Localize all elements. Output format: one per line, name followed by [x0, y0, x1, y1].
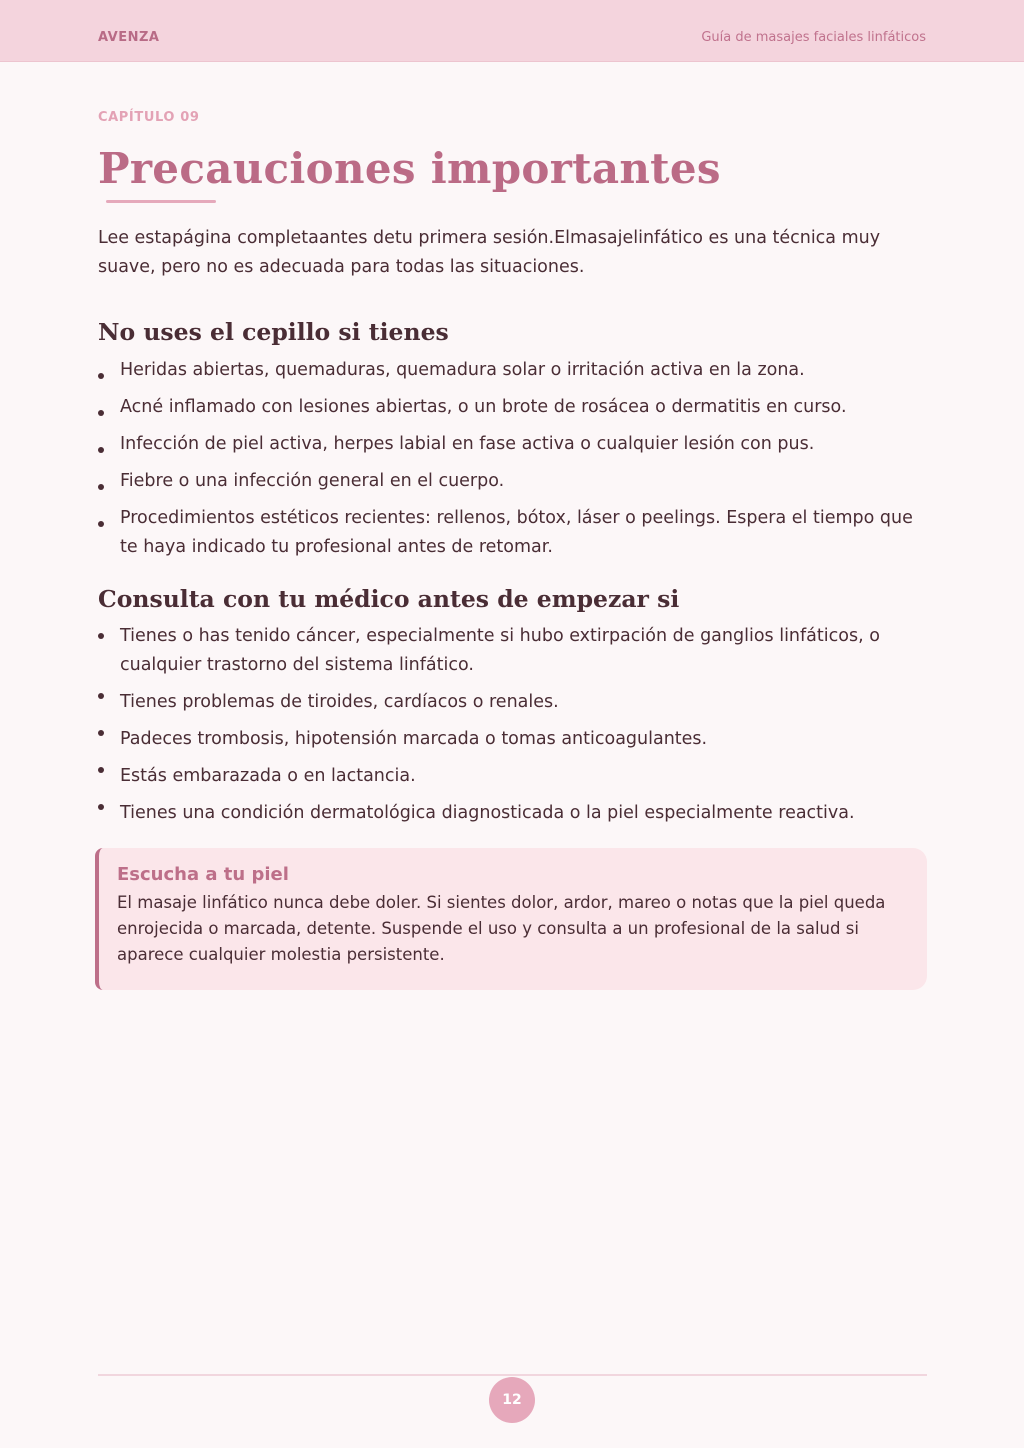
chapter-label: CAPÍTULO 09: [98, 110, 200, 125]
bullet-icon: [98, 484, 104, 490]
list-item: Estás embarazada o en lactancia.: [98, 762, 918, 791]
footer-divider: [98, 1374, 927, 1376]
bullet-icon: [98, 447, 104, 453]
bullet-icon: [98, 804, 104, 810]
list-item: Padeces trombosis, hipotensión marcada o tomas anticoagulantes.: [98, 725, 918, 754]
section-title-avoid: No uses el cepillo si tienes: [98, 318, 449, 346]
intro-paragraph: Lee estapágina completaantes detu primera sesión.Elmasajelinfático es una técnica muy suave, pero no es adecuada para todas las situaciones.: [98, 228, 881, 277]
list-item: Tienes o has tenido cáncer, especialmente si hubo extirpación de ganglios linfáticos, o cualquier trastorno del sistema linfático.: [98, 622, 918, 680]
bullet-icon: [98, 521, 104, 527]
page-number-badge: 12: [489, 1377, 535, 1423]
avoid-list: [98, 356, 918, 562]
bullet-icon: [98, 767, 104, 773]
bullet-icon: [98, 693, 104, 699]
title-underline: [106, 200, 216, 203]
list-item: Acné inflamado con lesiones abiertas, o un brote de rosácea o dermatitis en curso.: [98, 393, 918, 422]
guide-title: Guía de masajes faciales linfáticos: [701, 30, 926, 45]
warning-callout: [95, 848, 927, 990]
list-item: Tienes problemas de tiroides, cardíacos o renales.: [98, 688, 918, 717]
page-header: [0, 0, 1024, 62]
bullet-icon: [98, 730, 104, 736]
list-item: Tienes una condición dermatológica diagnosticada o la piel especialmente reactiva.: [98, 799, 918, 828]
consult-list: [98, 622, 918, 828]
list-item: Infección de piel activa, herpes labial en fase activa o cualquier lesión con pus.: [98, 430, 918, 459]
page-title: Precauciones importantes: [98, 144, 721, 193]
brand-name: AVENZA: [98, 30, 160, 45]
section-title-consult: Consulta con tu médico antes de empezar si: [98, 585, 680, 613]
list-item: Procedimientos estéticos recientes: rellenos, bótox, láser o peelings. Espera el tiempo que te haya indicado tu profesional antes de retomar.: [98, 504, 918, 562]
bullet-icon: [98, 410, 104, 416]
list-item: Fiebre o una infección general en el cuerpo.: [98, 467, 918, 496]
callout-title: Escucha a tu piel: [117, 864, 289, 885]
list-item: Heridas abiertas, quemaduras, quemadura solar o irritación activa en la zona.: [98, 356, 918, 385]
bullet-icon: [98, 373, 104, 379]
bullet-icon: [98, 633, 104, 639]
callout-body: El masaje linfático nunca debe doler. Si sientes dolor, ardor, mareo o notas que la piel queda enrojecida o marcada, detente. Suspende el uso y consulta a un profesional de la salud si aparece cualquier molestia persistente.: [117, 893, 886, 964]
